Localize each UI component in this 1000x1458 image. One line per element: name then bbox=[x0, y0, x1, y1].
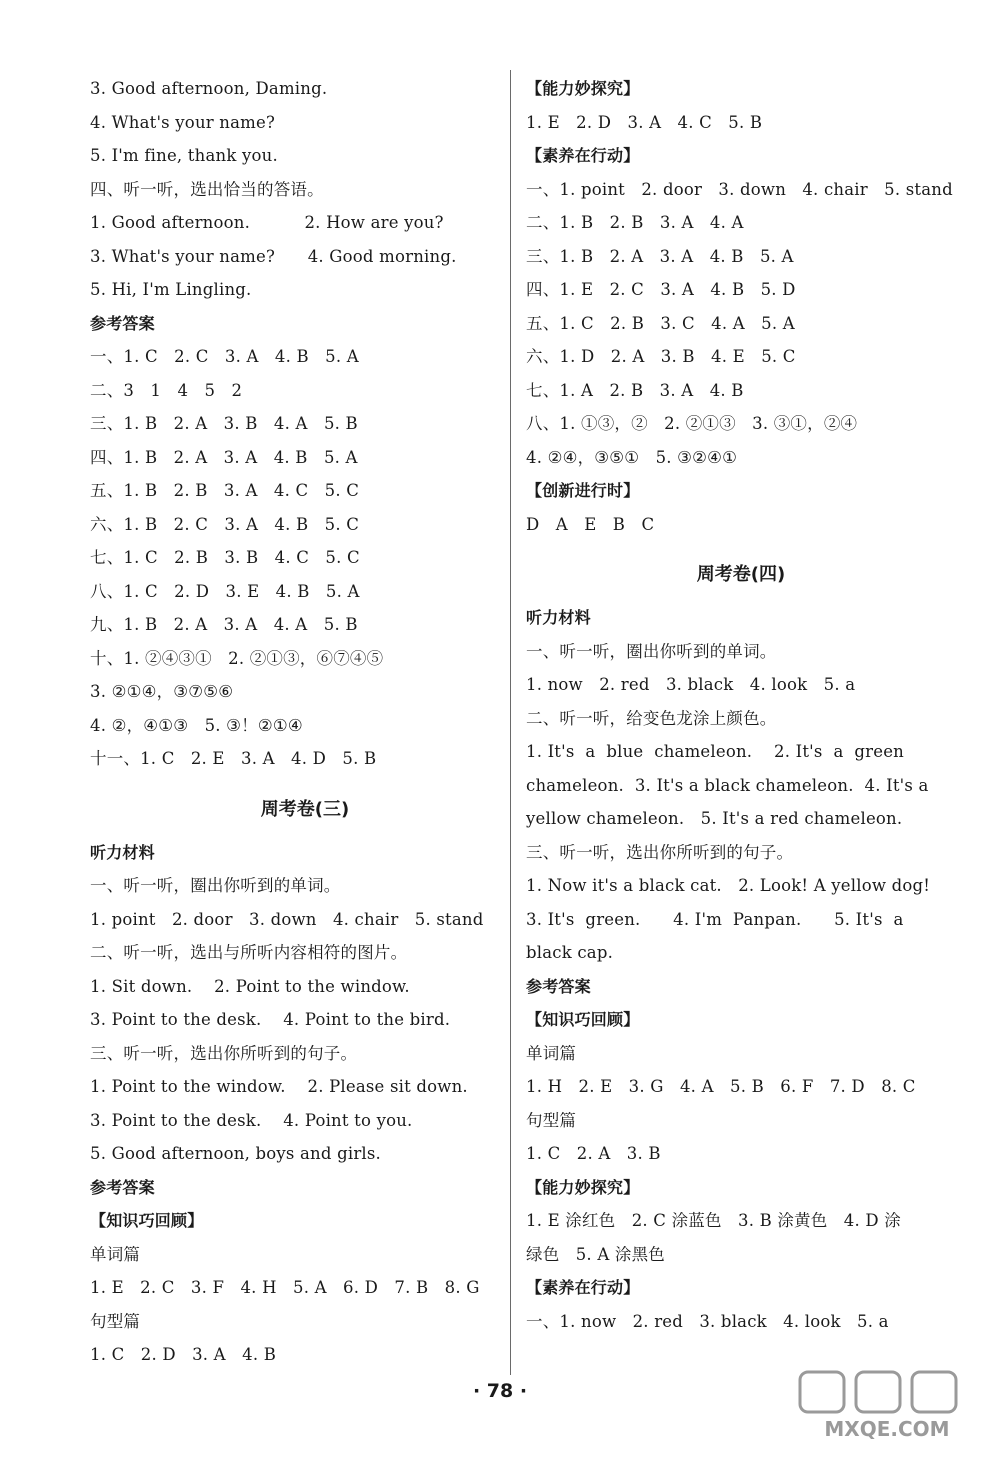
text-line: 5. Good afternoon, boys and girls. bbox=[90, 1144, 381, 1163]
column-divider bbox=[510, 70, 511, 1375]
text-line: 二、3 1 4 5 2 bbox=[90, 380, 243, 400]
text-line: 八、1. ①③，② 2. ②①③ 3. ③①，②④ bbox=[526, 414, 858, 433]
text-line: 三、听一听，选出你所听到的句子。 bbox=[526, 842, 794, 862]
text-line: 句型篇 bbox=[90, 1311, 141, 1331]
text-line: yellow chameleon. 5. It's a red chameleon. bbox=[526, 809, 903, 828]
text-line: 4. ②，④①③ 5. ③！②①④ bbox=[90, 715, 303, 735]
section-heading: 参考答案 bbox=[90, 1177, 155, 1197]
text-line: 1. C 2. D 3. A 4. B bbox=[90, 1345, 277, 1364]
section-heading: 【素养在行动】 bbox=[526, 146, 640, 165]
text-line: 一、听一听，圈出你听到的单词。 bbox=[90, 876, 341, 895]
text-line: 3. What's your name? 4. Good morning. bbox=[90, 246, 457, 266]
section-heading: 听力材料 bbox=[526, 608, 591, 627]
section-heading: 【知识巧回顾】 bbox=[526, 1010, 640, 1029]
page-number: · 78 · bbox=[472, 1380, 528, 1402]
text-line: 八、1. C 2. D 3. E 4. B 5. A bbox=[90, 581, 360, 601]
section-heading: 【知识巧回顾】 bbox=[90, 1211, 204, 1230]
text-line: 二、听一听，给变色龙涂上颜色。 bbox=[526, 708, 777, 728]
left-column bbox=[90, 72, 520, 1372]
text-line: 1. Now it's a black cat. 2. Look! A yellow dog! bbox=[526, 876, 931, 895]
text-line: 4. What's your name? bbox=[90, 112, 276, 132]
section-heading: 【素养在行动】 bbox=[526, 1278, 640, 1297]
text-line: 单词篇 bbox=[90, 1244, 141, 1264]
text-line: 1. H 2. E 3. G 4. A 5. B 6. F 7. D 8. C bbox=[526, 1077, 916, 1096]
section-heading: 【创新进行时】 bbox=[526, 481, 640, 500]
text-line: 3. It's green. 4. I'm Panpan. 5. It's a bbox=[526, 909, 904, 929]
text-line: 四、1. B 2. A 3. A 4. B 5. A bbox=[90, 447, 358, 467]
text-line: 一、1. now 2. red 3. black 4. look 5. a bbox=[526, 1311, 889, 1331]
text-line: 绿色 5. A 涂黑色 bbox=[526, 1244, 665, 1264]
text-line: 二、1. B 2. B 3. A 4. A bbox=[526, 213, 744, 232]
text-line: 五、1. C 2. B 3. C 4. A 5. A bbox=[526, 313, 795, 333]
text-line: 一、1. C 2. C 3. A 4. B 5. A bbox=[90, 347, 359, 366]
text-line: 1. Sit down. 2. Point to the window. bbox=[90, 976, 410, 996]
text-line: 1. E 涂红色 2. C 涂蓝色 3. B 涂黄色 4. D 涂 bbox=[526, 1211, 901, 1230]
text-line: 五、1. B 2. B 3. A 4. C 5. C bbox=[90, 481, 360, 500]
text-line: 四、1. E 2. C 3. A 4. B 5. D bbox=[526, 280, 796, 299]
text-line: D A E B C bbox=[526, 514, 655, 534]
svg-text:MXQE.COM: MXQE.COM bbox=[824, 1417, 950, 1441]
text-line: 一、1. point 2. door 3. down 4. chair 5. stand bbox=[526, 179, 953, 199]
text-line: 三、听一听，选出你所听到的句子。 bbox=[90, 1043, 358, 1063]
section-heading: 参考答案 bbox=[90, 313, 155, 333]
right-column bbox=[526, 72, 956, 1338]
text-line: 六、1. D 2. A 3. B 4. E 5. C bbox=[526, 347, 796, 366]
text-line: 1. E 2. C 3. F 4. H 5. A 6. D 7. B 8. G bbox=[90, 1278, 480, 1297]
text-line: 三、1. B 2. A 3. A 4. B 5. A bbox=[526, 246, 794, 266]
text-line: 5. I'm fine, thank you. bbox=[90, 146, 278, 165]
text-line: 七、1. C 2. B 3. B 4. C 5. C bbox=[90, 548, 360, 567]
section-heading: 听力材料 bbox=[90, 842, 155, 862]
section-heading: 参考答案 bbox=[526, 976, 591, 996]
text-line: 1. C 2. A 3. B bbox=[526, 1144, 661, 1163]
text-line: 单词篇 bbox=[526, 1043, 577, 1063]
text-line: 七、1. A 2. B 3. A 4. B bbox=[526, 380, 744, 400]
text-line: 六、1. B 2. C 3. A 4. B 5. C bbox=[90, 514, 360, 534]
text-line: 5. Hi, I'm Lingling. bbox=[90, 280, 252, 299]
text-line: 四、听一听，选出恰当的答语。 bbox=[90, 179, 324, 199]
section-heading: 【能力妙探究】 bbox=[526, 1177, 640, 1197]
text-line: 1. point 2. door 3. down 4. chair 5. stand bbox=[90, 909, 484, 929]
text-line: 3. Good afternoon, Daming. bbox=[90, 79, 328, 98]
text-line: 3. Point to the desk. 4. Point to the bird. bbox=[90, 1010, 451, 1029]
text-line: 十一、1. C 2. E 3. A 4. D 5. B bbox=[90, 749, 377, 768]
text-line: 1. E 2. D 3. A 4. C 5. B bbox=[526, 112, 763, 132]
text-line: 九、1. B 2. A 3. A 4. A 5. B bbox=[90, 615, 358, 634]
text-line: 4. ②④，③⑤① 5. ③②④① bbox=[526, 447, 738, 467]
text-line: 1. Good afternoon. 2. How are you? bbox=[90, 213, 444, 232]
section-heading: 【能力妙探究】 bbox=[526, 79, 640, 98]
text-line: 1. Point to the window. 2. Please sit down. bbox=[90, 1077, 468, 1096]
text-line: 3. Point to the desk. 4. Point to you. bbox=[90, 1110, 413, 1130]
text-line: 十、1. ②④③① 2. ②①③，⑥⑦④⑤ bbox=[90, 648, 384, 668]
section-title: 周考卷(四) bbox=[696, 564, 786, 585]
watermark-logo bbox=[792, 1366, 982, 1446]
text-line: 一、听一听，圈出你听到的单词。 bbox=[526, 641, 777, 661]
text-line: chameleon. 3. It's a black chameleon. 4. It's a bbox=[526, 775, 929, 795]
text-line: 3. ②①④，③⑦⑤⑥ bbox=[90, 682, 234, 701]
text-line: 1. now 2. red 3. black 4. look 5. a bbox=[526, 675, 856, 694]
text-line: 二、听一听，选出与所听内容相符的图片。 bbox=[90, 943, 408, 962]
text-line: black cap. bbox=[526, 943, 614, 962]
text-line: 1. It's a blue chameleon. 2. It's a green bbox=[526, 742, 904, 761]
text-line: 三、1. B 2. A 3. B 4. A 5. B bbox=[90, 414, 358, 433]
section-title: 周考卷(三) bbox=[260, 798, 350, 820]
text-line: 句型篇 bbox=[526, 1110, 577, 1130]
